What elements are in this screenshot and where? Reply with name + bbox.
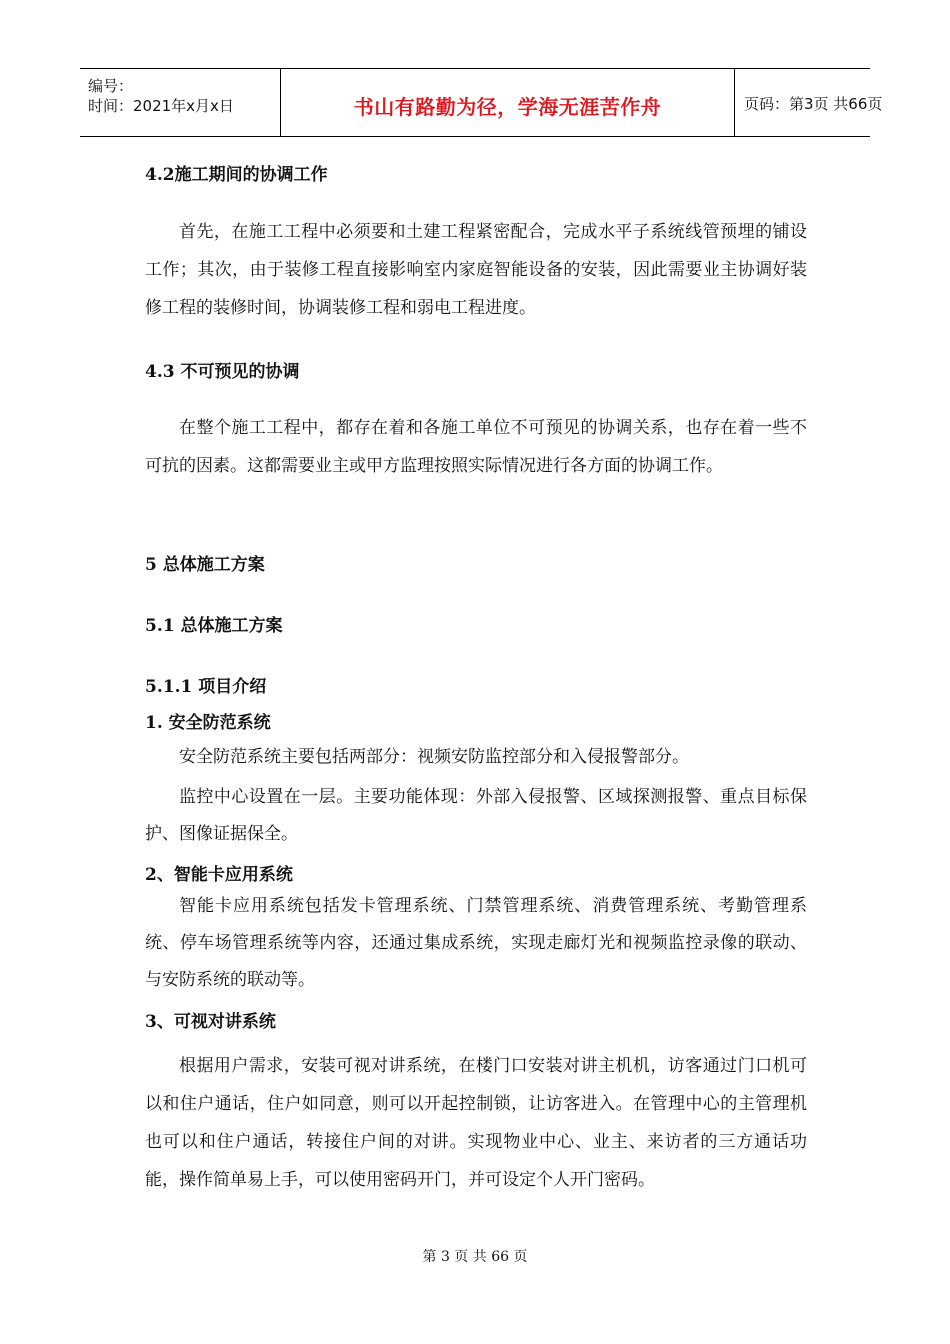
heading-video-intercom-system: 3、可视对讲系统: [145, 1012, 276, 1032]
header-page-code: 页码：第3页 共66页: [744, 95, 883, 113]
page-footer: 第 3 页 共 66 页: [422, 1249, 528, 1265]
paragraph-security-system-b: 监控中心设置在一层。主要功能体现：外部入侵报警、区域探测报警、重点目标保护、图像证据保全。: [145, 787, 807, 844]
header-page-cell: [735, 69, 883, 136]
paragraph-video-intercom-system: 根据用户需求，安装可视对讲系统，在楼门口安装对讲主机机，访客通过门口机可以和住户通话，住户如同意，则可以开起控制锁，让访客进入。在管理中心的主管理机也可以和住户通话，转接住户间的对讲。实现物业中心、业主、来访者的三方通话功能，操作简单易上手，可以使用密码开门，并可设定个人开门密码。: [145, 1056, 807, 1190]
heading-security-system: 1. 安全防范系统: [145, 713, 271, 733]
heading-5-1-1: 5.1.1 项目介绍: [145, 677, 267, 697]
heading-4-2: 4.2施工期间的协调工作: [145, 165, 328, 185]
header-meta-cell: [80, 69, 280, 136]
paragraph-security-system-a: 安全防范系统主要包括两部分：视频安防监控部分和入侵报警部分。: [179, 747, 689, 767]
paragraph-4-3: 在整个施工工程中，都存在着和各施工单位不可预见的协调关系，也存在着一些不可抗的因素。这都需要业主或甲方监理按照实际情况进行各方面的协调工作。: [145, 418, 807, 476]
document-date-label: 时间：2021年x月x日: [88, 97, 234, 115]
paragraph-smart-card-system: 智能卡应用系统包括发卡管理系统、门禁管理系统、消费管理系统、考勤管理系统、停车场管理系统等内容，还通过集成系统，实现走廊灯光和视频监控录像的联动、与安防系统的联动等。: [145, 896, 807, 990]
heading-5: 5 总体施工方案: [145, 555, 265, 575]
page-header: [80, 68, 883, 137]
header-motto: 书山有路勤为径，学海无涯苦作舟: [353, 95, 662, 119]
header-motto-cell: [280, 69, 735, 136]
document-number-label: 编号：: [88, 77, 134, 95]
heading-4-3: 4.3 不可预见的协调: [145, 362, 300, 382]
heading-5-1: 5.1 总体施工方案: [145, 616, 283, 636]
paragraph-4-2: 首先，在施工工程中必须要和土建工程紧密配合，完成水平子系统线管预埋的铺设工作；其次，由于装修工程直接影响室内家庭智能设备的安装，因此需要业主协调好装修工程的装修时间，协调装修工程和弱电工程进度。: [145, 222, 807, 318]
heading-smart-card-system: 2、智能卡应用系统: [145, 865, 293, 885]
